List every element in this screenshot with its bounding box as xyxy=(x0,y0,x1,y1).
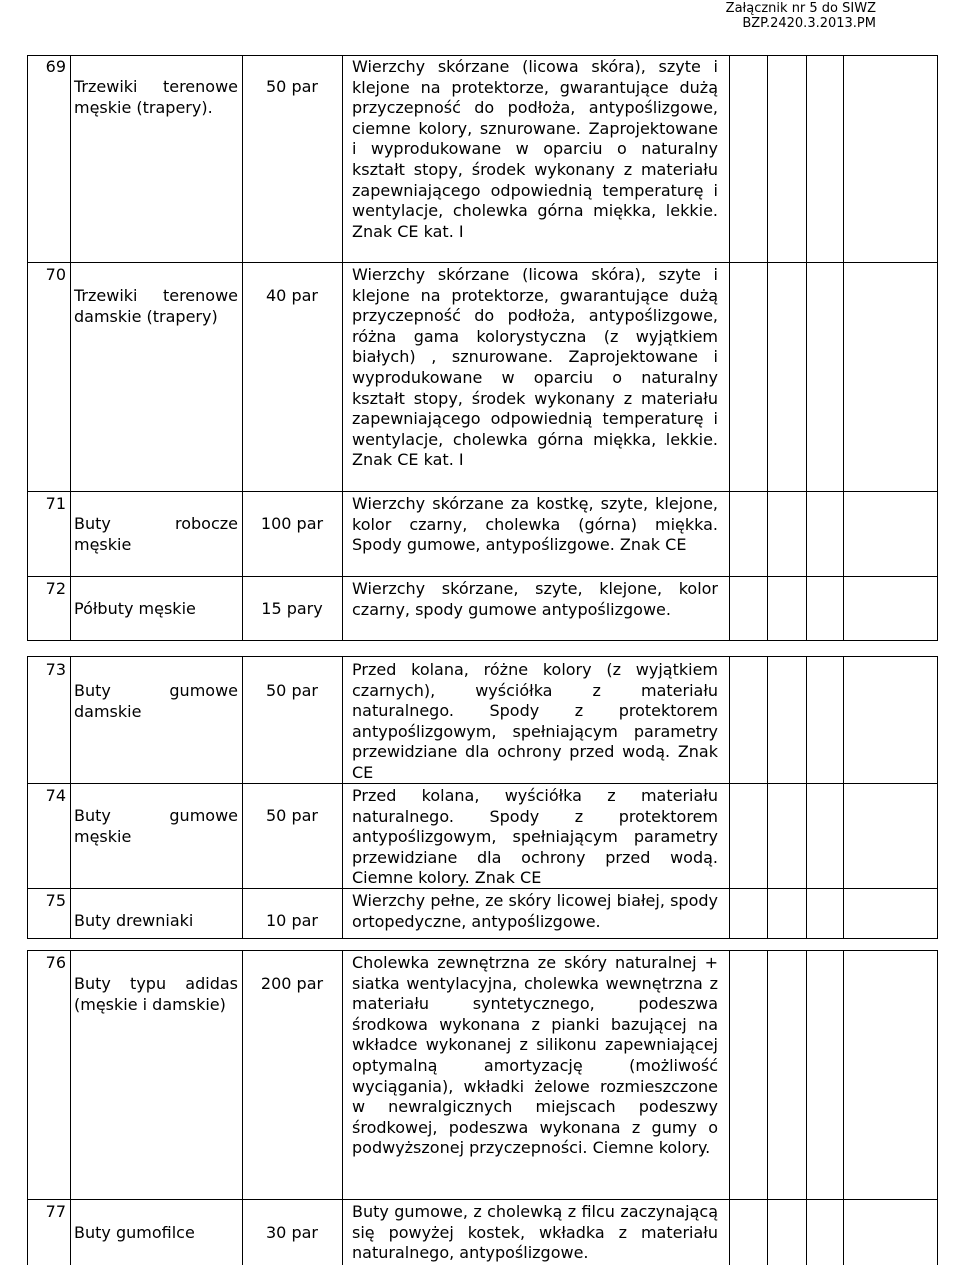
item-name: Buty gumowe męskie xyxy=(74,806,238,846)
item-quantity: 40 par xyxy=(266,286,318,305)
item-number: 76 xyxy=(45,953,66,972)
item-quantity: 50 par xyxy=(266,681,318,700)
item-number: 73 xyxy=(45,660,66,679)
item-name: Buty drewniaki xyxy=(74,911,194,930)
item-number: 69 xyxy=(45,57,66,76)
item-quantity: 200 par xyxy=(260,974,324,993)
item-description: Cholewka zewnętrzna ze skóry naturalnej + siatka wentylacyjna, cholewka wewnętrzna z materiału syntetycznego, podeszwa środkowa wykonana z pianki bazującej na wkładce wykonanej z silikonu zapewniającej optymalną amortyzację (możliwość wyciągania), wkładki żelowe rozmieszczone w newralgicznych miejscach podeszwy środkowej, podeszwa wykonana z gumy o podwyższonej przyczepności. Ciemne kolory. xyxy=(352,953,718,1158)
item-quantity: 100 par xyxy=(260,514,324,533)
item-name: Buty robocze męskie xyxy=(74,514,238,554)
item-description: Wierzchy skórzane (licowa skóra), szyte i klejone na protektorze, gwarantujące dużą przyczepność do podłoża, antypoślizgowe, ciemne kolory, sznurowane. Zaprojektowane i wyprodukowane w oparciu o naturalny kształt stopy, środek wykonany z materiału zapewniającego odpowiednią temperaturę i wentylacje, cholewka górna miękka, lekkie. Znak CE kat. I xyxy=(352,57,718,241)
item-description: Wierzchy skórzane (licowa skóra), szyte i klejone na protektorze, gwarantujące dużą przyczepność do podłoża, antypoślizgowe, różna gama kolorystyczna (z wyjątkiem białych) , sznurowane. Zaprojektowane i wyprodukowane w oparciu o naturalny kształt stopy, środek wykonany z materiału zapewniającego odpowiednią temperaturę i wentylacje, cholewka górna miękka, lekkie. Znak CE kat. I xyxy=(352,265,718,470)
item-name: Buty gumowe damskie xyxy=(74,681,238,721)
item-number: 77 xyxy=(45,1202,66,1221)
item-number: 70 xyxy=(45,265,66,284)
item-quantity: 15 pary xyxy=(261,599,323,618)
item-name: Półbuty męskie xyxy=(74,599,196,618)
item-description: Przed kolana, różne kolory (z wyjątkiem czarnych), wyściółka z materiału naturalnego. Spody z protektorem antypoślizgowym, spełniającym parametry przewidziane dla ochrony przed wodą. Znak CE xyxy=(352,660,718,782)
item-number: 71 xyxy=(45,494,66,513)
item-name: Trzewiki terenowe damskie (trapery) xyxy=(74,286,238,326)
item-description: Wierzchy skórzane, szyte, klejone, kolor czarny, spody gumowe antypoślizgowe. xyxy=(352,579,718,619)
item-name: Buty gumofilce xyxy=(74,1223,195,1242)
item-description: Przed kolana, wyściółka z materiału naturalnego. Spody z protektorem antypoślizgowym, spełniającym parametry przewidziane dla ochrony przed wodą. Ciemne kolory. Znak CE xyxy=(352,786,718,888)
item-quantity: 50 par xyxy=(266,806,318,825)
item-description: Wierzchy pełne, ze skóry licowej białej, spody ortopedyczne, antypoślizgowe. xyxy=(352,891,718,931)
item-quantity: 10 par xyxy=(266,911,318,930)
item-description: Buty gumowe, z cholewką z filcu zaczynającą się powyżej kostek, wkładka z materiału naturalnego, antypoślizgowe. xyxy=(352,1202,718,1263)
item-description: Wierzchy skórzane za kostkę, szyte, klejone, kolor czarny, cholewka (górna) miękka. Spody gumowe, antypoślizgowe. Znak CE xyxy=(352,494,718,555)
item-number: 74 xyxy=(45,786,66,805)
item-name: Trzewiki terenowe męskie (trapery). xyxy=(74,77,238,117)
item-name: Buty typu adidas (męskie i damskie) xyxy=(74,974,238,1014)
reference-number: BZP.2420.3.2013.PM xyxy=(742,16,876,31)
item-number: 75 xyxy=(45,891,66,910)
item-quantity: 30 par xyxy=(266,1223,318,1242)
attachment-label: Załącznik nr 5 do SIWZ xyxy=(725,1,876,16)
item-number: 72 xyxy=(45,579,66,598)
item-quantity: 50 par xyxy=(266,77,318,96)
